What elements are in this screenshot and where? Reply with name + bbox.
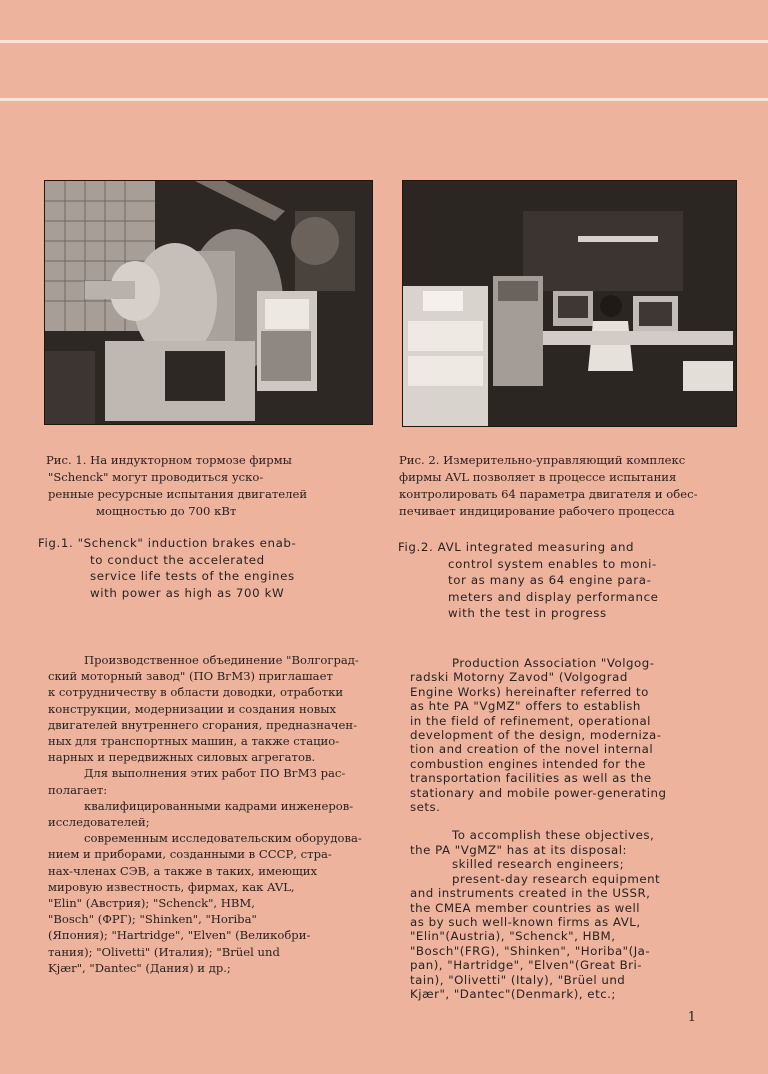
caption-line: контролировать 64 параметра двигателя и обес- xyxy=(399,487,698,501)
body-line: ский моторный завод" (ПО ВгМЗ) приглашает xyxy=(48,669,333,684)
fig2-caption-en xyxy=(398,539,659,622)
body-line: "Bosch" (ФРГ); "Shinken", "Horiba" xyxy=(48,912,257,927)
body-line: Production Association "Volgog- xyxy=(452,656,655,670)
body-line: Для выполнения этих работ ПО ВгМЗ рас- xyxy=(84,766,346,781)
caption-line: with the test in progress xyxy=(448,606,607,620)
body-line: tion and creation of the novel internal xyxy=(410,742,654,757)
body-line: нием и приборами, созданными в СССР, стра- xyxy=(48,847,332,862)
body-text-ru xyxy=(48,652,362,976)
body-line: ных для транспортных машин, а также стацио- xyxy=(48,734,340,749)
caption-line: service life tests of the engines xyxy=(90,569,295,583)
body-line: Kjær", "Dantec" (Дания) и др.; xyxy=(48,960,231,975)
body-line: нарных и передвижных силовых агрегатов. xyxy=(48,750,316,765)
body-line: "Elin"(Austria), "Schenck", HBM, xyxy=(410,929,616,944)
engine-dynamometer-photo xyxy=(44,180,373,425)
caption-line: Fig.2. AVL integrated measuring and xyxy=(398,540,635,554)
second-rule xyxy=(0,98,768,101)
body-line: мировую известность, фирмах, как AVL, xyxy=(48,879,295,894)
body-line: in the field of refinement, operational xyxy=(410,713,651,728)
body-line: the PA "VgMZ" has at its disposal: xyxy=(410,842,627,857)
fig1-caption-ru xyxy=(46,452,307,520)
body-line: двигателей внутреннего сгорания, предназначен- xyxy=(48,717,358,732)
caption-line: печивает индицирование рабочего процесса xyxy=(399,504,675,518)
body-line: исследователей; xyxy=(48,815,150,830)
body-line: Kjær", "Dantec"(Denmark), etc.; xyxy=(410,986,616,1001)
body-line: к сотрудничеству в области доводки, отработки xyxy=(48,685,344,700)
body-line: stationary and mobile power-generating xyxy=(410,785,667,800)
caption-line: tor as many as 64 engine para- xyxy=(448,573,652,587)
body-line: present-day research equipment xyxy=(452,871,661,886)
caption-line: мощностью до 700 кВт xyxy=(96,504,237,518)
caption-line: Рис. 1. На индукторном тормозе фирмы xyxy=(46,453,292,467)
body-line: "Elin" (Австрия); "Schenck", HBM, xyxy=(48,896,255,911)
caption-line: to conduct the accelerated xyxy=(90,552,265,567)
body-line: transportation facilities as well as the xyxy=(410,771,652,786)
body-line: skilled research engineers; xyxy=(452,857,625,872)
fig2-caption-ru xyxy=(399,452,698,520)
body-line: тания); "Olivetti" (Италия); "Brüel und xyxy=(48,944,280,959)
body-line: development of the design, moderniza- xyxy=(410,728,662,743)
body-line: квалифицированными кадрами инженеров- xyxy=(84,798,354,813)
body-line: To accomplish these objectives, xyxy=(452,828,655,843)
page-number: 1 xyxy=(687,1010,696,1025)
body-line: "Bosch"(FRG), "Shinken", "Horiba"(Ja- xyxy=(410,943,651,958)
body-line: (Япония); "Hartridge", "Elven" (Великобри- xyxy=(48,928,311,943)
caption-line: "Schenck" могут проводиться уско- xyxy=(48,470,264,484)
body-line: конструкции, модернизации и создания новых xyxy=(48,701,337,716)
body-line: sets. xyxy=(410,800,441,815)
caption-line: ренные ресурсные испытания двигателей xyxy=(48,487,308,501)
body-line: pan), "Hartridge", "Elven"(Great Bri- xyxy=(410,958,643,973)
caption-line: with power as high as 700 kW xyxy=(90,585,285,600)
body-line: as by such well-known firms as AVL, xyxy=(410,914,641,929)
body-line: radski Motorny Zavod" (Volgograd xyxy=(410,670,628,685)
body-line: нах-членах СЭВ, а также в таких, имеющих xyxy=(48,863,318,878)
body-text-en xyxy=(410,656,667,1001)
body-line: современным исследовательским оборудова- xyxy=(84,831,362,846)
caption-line: Рис. 2. Измерительно-управляющий комплекс xyxy=(399,453,686,467)
top-rule xyxy=(0,40,768,43)
body-line: and instruments created in the USSR, xyxy=(410,886,651,901)
fig1-caption-en xyxy=(38,535,296,601)
caption-line: Fig.1. "Schenck" induction brakes enab- xyxy=(38,536,297,550)
body-line: Производственное объединение "Волгоград- xyxy=(84,653,359,667)
body-line: Engine Works) hereinafter referred to xyxy=(410,684,649,699)
body-line: tain), "Olivetti" (Italy), "Brüel und xyxy=(410,972,626,987)
caption-line: control system enables to moni- xyxy=(448,556,657,571)
control-room-photo xyxy=(402,180,737,427)
body-line: combustion engines intended for the xyxy=(410,756,646,771)
caption-line: фирмы AVL позволяет в процессе испытания xyxy=(399,470,677,484)
body-line: the CMEA member countries as well xyxy=(410,900,641,915)
body-line: as hte PA "VgMZ" offers to establish xyxy=(410,699,641,714)
body-line: полагает: xyxy=(48,782,108,797)
caption-line: meters and display performance xyxy=(448,589,659,604)
